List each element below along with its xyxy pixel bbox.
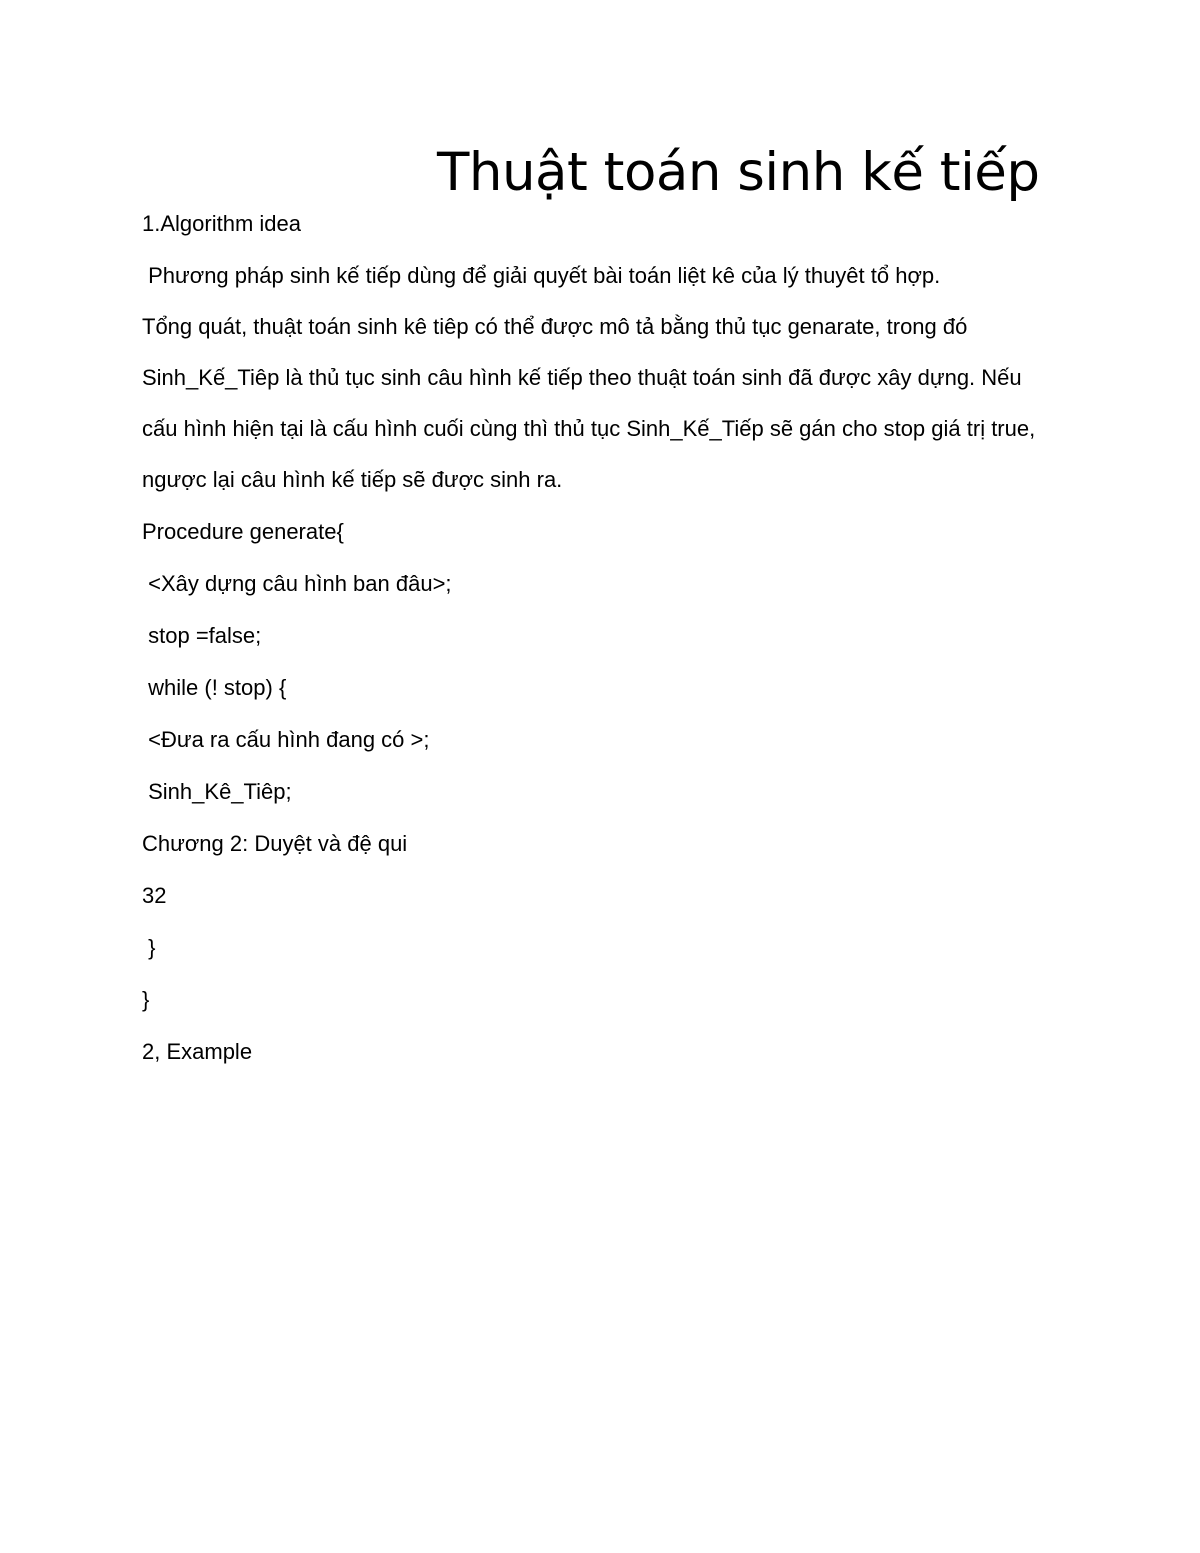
paragraph-general: Tổng quát, thuật toán sinh kê tiêp có thể được mô tả bằng thủ tục genarate, trong đó xyxy=(142,314,968,339)
document-body xyxy=(142,206,1042,1086)
chapter-footer: Chương 2: Duyệt và đệ qui xyxy=(142,831,408,856)
page-number: 32 xyxy=(142,883,167,908)
code-line-output: <Đưa ra cấu hình đang có >; xyxy=(142,727,430,752)
code-line-procedure: Procedure generate{ xyxy=(142,519,344,544)
paragraph-last-config: cấu hình hiện tại là cấu hình cuối cùng thì thủ tục Sinh_Kế_Tiếp sẽ gán cho stop giá trị true, xyxy=(142,416,1036,441)
code-line-close-while: } xyxy=(142,935,156,960)
section-heading-example: 2, Example xyxy=(142,1039,253,1064)
code-line-call: Sinh_Kê_Tiêp; xyxy=(142,779,292,804)
paragraph-otherwise: ngược lại câu hình kế tiếp sẽ được sinh ra. xyxy=(142,467,563,492)
section-heading-algorithm-idea: 1.Algorithm idea xyxy=(142,211,301,236)
code-line-stop-false: stop =false; xyxy=(142,623,262,648)
code-line-while: while (! stop) { xyxy=(142,675,287,700)
code-line-build-initial: <Xây dựng câu hình ban đâu>; xyxy=(142,571,452,596)
document-title: Thuật toán sinh kế tiếp xyxy=(437,142,1040,203)
paragraph-sinh-ke-tiep: Sinh_Kế_Tiêp là thủ tục sinh câu hình kế tiếp theo thuật toán sinh đã được xây dựng. Nếu xyxy=(142,365,1022,390)
paragraph-intro: Phương pháp sinh kế tiếp dùng để giải quyết bài toán liệt kê của lý thuyêt tổ hợp. xyxy=(142,263,941,288)
code-line-close-procedure: } xyxy=(142,987,150,1012)
